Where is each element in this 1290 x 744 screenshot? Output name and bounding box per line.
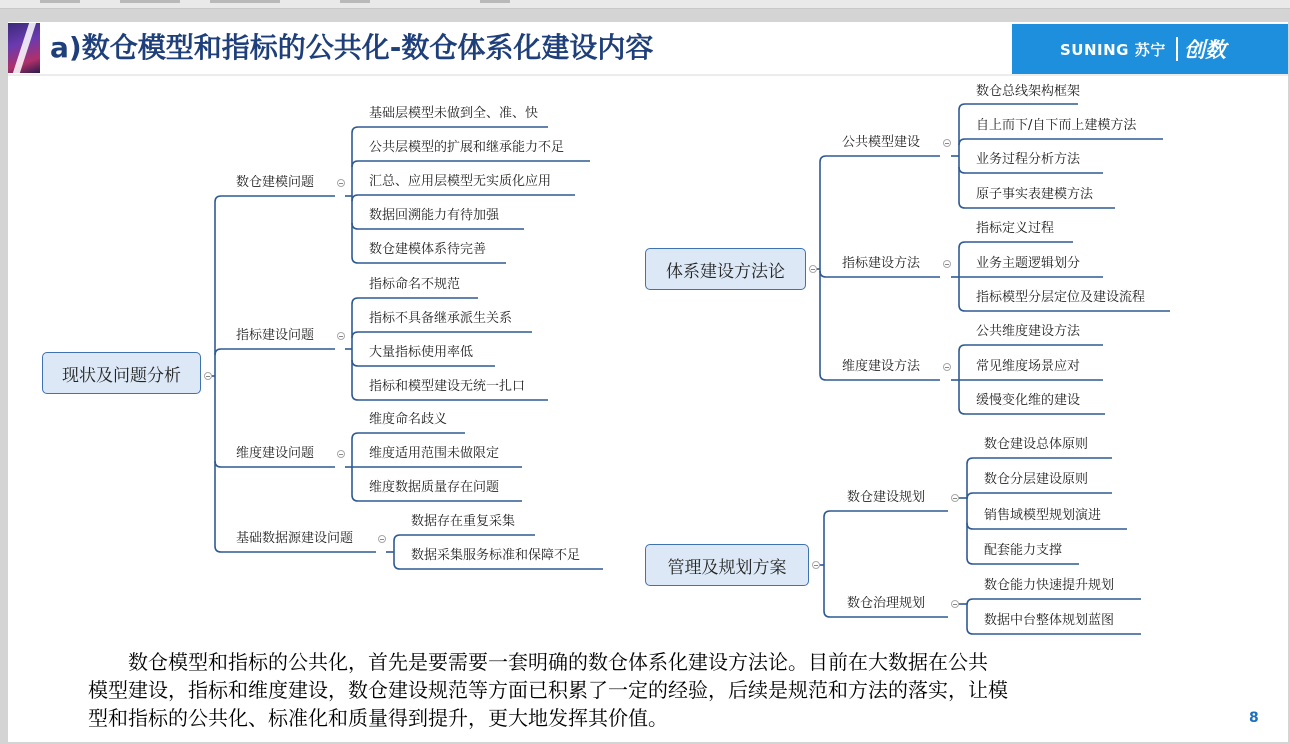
branch-metric-method[interactable]: 指标建设方法 — [842, 256, 921, 271]
branch-dimension-issues[interactable]: 维度建设问题 — [236, 446, 315, 461]
paragraph-line: 数仓模型和指标的公共化，首先是要需要一套明确的数仓体系化建设方法论。目前在大数据在公共 — [88, 650, 988, 674]
collapse-icon[interactable] — [812, 561, 820, 569]
leaf-node[interactable]: 数仓建模体系待完善 — [369, 242, 487, 257]
collapse-icon[interactable] — [337, 450, 345, 458]
collapse-icon[interactable] — [943, 260, 951, 268]
leaf-node[interactable]: 指标命名不规范 — [369, 277, 461, 292]
leaf-node[interactable]: 销售域模型规划演进 — [984, 508, 1102, 523]
collapse-icon[interactable] — [809, 265, 817, 273]
leaf-node[interactable]: 维度适用范围未做限定 — [369, 446, 500, 461]
leaf-node[interactable]: 公共层模型的扩展和继承能力不足 — [369, 140, 565, 155]
collapse-icon[interactable] — [337, 179, 345, 187]
branch-common-model[interactable]: 公共模型建设 — [842, 135, 921, 150]
collapse-icon[interactable] — [337, 332, 345, 340]
brand-suning: SUNING 苏宁 — [1060, 41, 1166, 59]
branch-modeling-issues[interactable]: 数仓建模问题 — [236, 175, 315, 190]
leaf-node[interactable]: 指标模型分层定位及建设流程 — [976, 290, 1146, 305]
collapse-icon[interactable] — [943, 363, 951, 371]
leaf-node[interactable]: 数仓能力快速提升规划 — [984, 578, 1115, 593]
paragraph-line: 模型建设，指标和维度建设，数仓建设规范等方面已积累了一定的经验，后续是规范和方法的落实，让模 — [88, 678, 1008, 702]
leaf-node[interactable]: 缓慢变化维的建设 — [976, 393, 1081, 408]
paragraph-line: 型和指标的公共化、标准化和质量得到提升，更大地发挥其价值。 — [88, 706, 668, 730]
leaf-node[interactable]: 数仓分层建设原则 — [984, 472, 1089, 487]
leaf-node[interactable]: 维度命名歧义 — [369, 412, 448, 427]
branch-dimension-method[interactable]: 维度建设方法 — [842, 359, 921, 374]
collapse-icon[interactable] — [378, 535, 386, 543]
leaf-node[interactable]: 数据存在重复采集 — [411, 514, 516, 529]
root-node-methodology[interactable]: 体系建设方法论 — [645, 248, 806, 290]
collapse-icon[interactable] — [204, 372, 212, 380]
leaf-node[interactable]: 基础层模型未做到全、准、快 — [369, 106, 539, 121]
leaf-node[interactable]: 业务过程分析方法 — [976, 152, 1081, 167]
brand-app-name: 创数 — [1184, 38, 1226, 62]
leaf-node[interactable]: 指标不具备继承派生关系 — [369, 311, 513, 326]
branch-datasource-issues[interactable]: 基础数据源建设问题 — [236, 531, 354, 546]
root-node-planning[interactable]: 管理及规划方案 — [645, 544, 809, 586]
leaf-node[interactable]: 数据回溯能力有待加强 — [369, 208, 500, 223]
branch-governance-plan[interactable]: 数仓治理规划 — [847, 596, 926, 611]
leaf-node[interactable]: 常见维度场景应对 — [976, 359, 1081, 374]
collapse-icon[interactable] — [951, 600, 959, 608]
leaf-node[interactable]: 大量指标使用率低 — [369, 345, 474, 360]
leaf-node[interactable]: 数仓建设总体原则 — [984, 437, 1089, 452]
branch-metric-issues[interactable]: 指标建设问题 — [236, 328, 315, 343]
leaf-node[interactable]: 指标定义过程 — [976, 221, 1055, 236]
leaf-node[interactable]: 原子事实表建模方法 — [976, 187, 1094, 202]
leaf-node[interactable]: 公共维度建设方法 — [976, 324, 1081, 339]
leaf-node[interactable]: 配套能力支撑 — [984, 543, 1063, 558]
root-node-status-analysis[interactable]: 现状及问题分析 — [42, 352, 201, 394]
page-number: 8 — [1249, 710, 1259, 726]
leaf-node[interactable]: 数据中台整体规划蓝图 — [984, 613, 1115, 628]
leaf-node[interactable]: 数据采集服务标准和保障不足 — [411, 548, 581, 563]
leaf-node[interactable]: 指标和模型建设无统一扎口 — [369, 379, 526, 394]
leaf-node[interactable]: 业务主题逻辑划分 — [976, 256, 1081, 271]
leaf-node[interactable]: 维度数据质量存在问题 — [369, 480, 500, 495]
slide-title: a)数仓模型和指标的公共化-数仓体系化建设内容 — [50, 31, 654, 64]
leaf-node[interactable]: 汇总、应用层模型无实质化应用 — [369, 174, 552, 189]
leaf-node[interactable]: 自上而下/自下而上建模方法 — [976, 118, 1137, 133]
branch-build-plan[interactable]: 数仓建设规划 — [847, 490, 926, 505]
collapse-icon[interactable] — [943, 139, 951, 147]
collapse-icon[interactable] — [951, 494, 959, 502]
summary-paragraph — [88, 648, 1198, 732]
leaf-node[interactable]: 数仓总线架构框架 — [976, 84, 1081, 99]
